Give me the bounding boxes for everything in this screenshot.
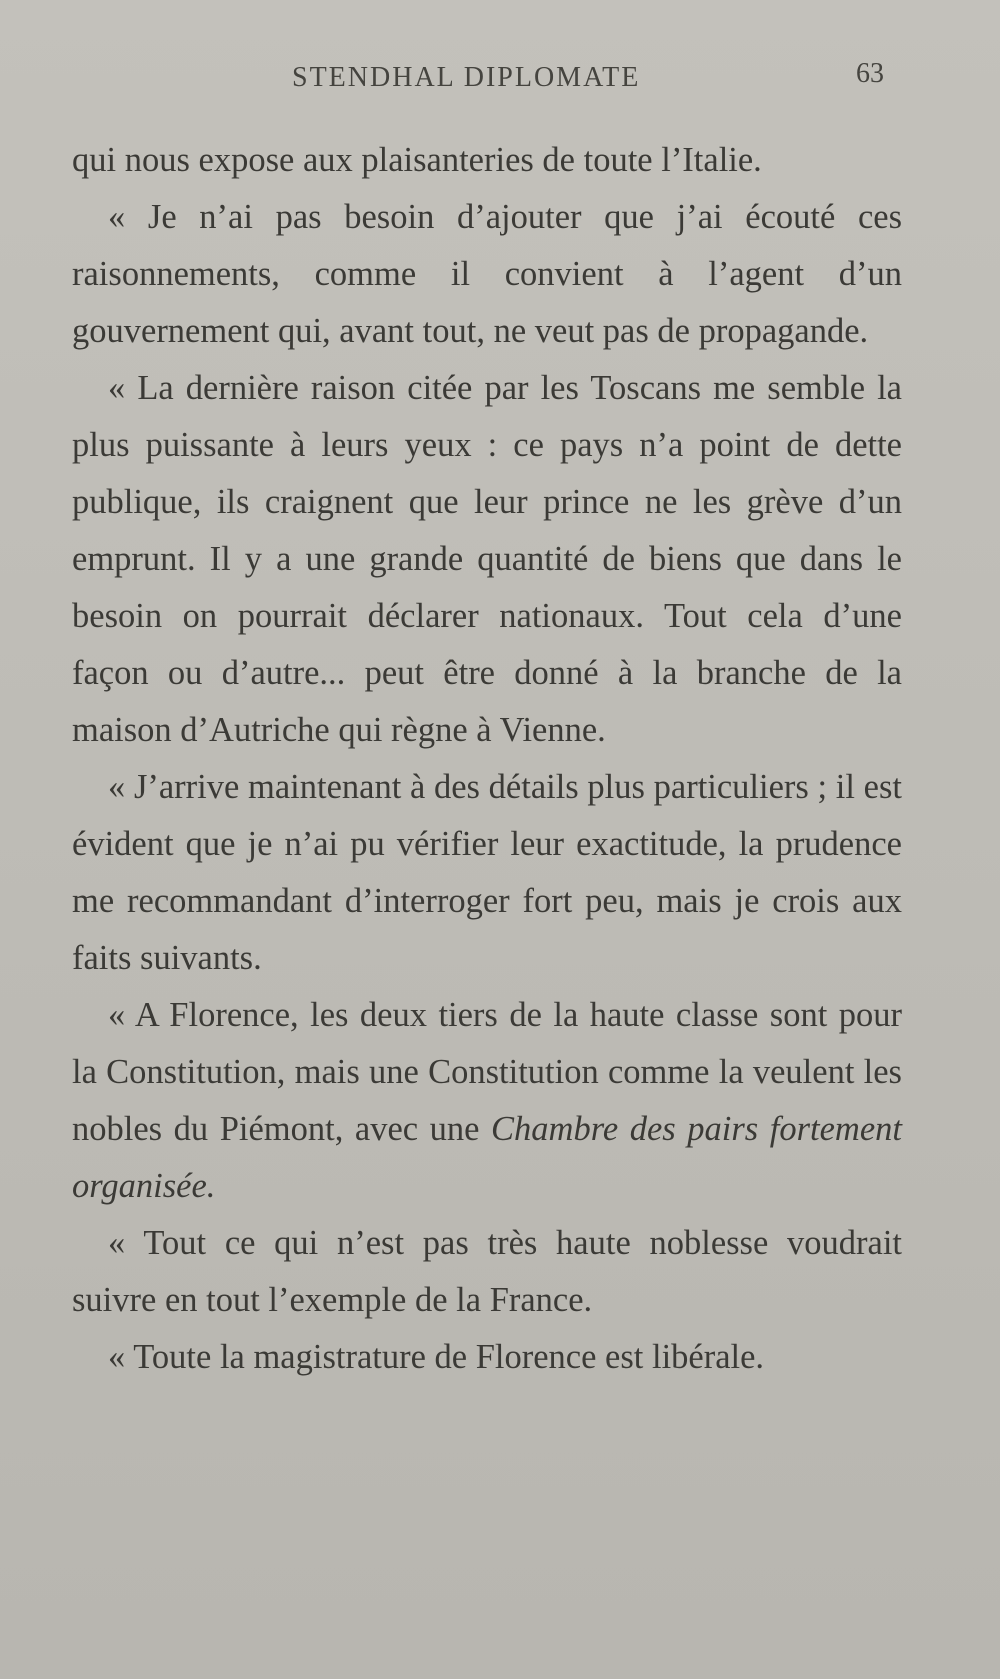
paragraph-text: « Toute la magistrature de Florence est libérale. (108, 1338, 765, 1376)
paragraph-text: « Je n’ai pas besoin d’ajouter que j’ai écouté ces raisonnements, comme il convient à l’agent d’un gouvernement qui, avant tout, ne veut pas de propagande. (72, 198, 902, 350)
paragraph-text: qui nous expose aux plaisanteries de toute l’Italie. (72, 141, 762, 179)
paragraph-italic-text: Chambre des pairs fortement organisée. (72, 1110, 902, 1205)
paragraph (72, 987, 902, 1215)
page-number: 63 (856, 58, 884, 89)
paragraph (72, 360, 902, 759)
body-text (72, 132, 902, 1386)
paragraph (72, 759, 902, 987)
paragraph-text: « Tout ce qui n’est pas très haute noblesse voudrait suivre en tout l’exemple de la France. (72, 1224, 902, 1319)
paragraph-continuation (72, 132, 902, 189)
paragraph-text: « La dernière raison citée par les Toscans me semble la plus puissante à leurs yeux : ce pays n’a point de dette publique, ils craignent que leur prince ne les grève d’un emprunt. Il y a une grande quantité de biens que dans le besoin on pourrait déclarer nationaux. Tout cela d’une façon ou d’autre... peut être donné à la branche de la maison d’Autriche qui règne à Vienne. (72, 369, 902, 749)
running-title: STENDHAL DIPLOMATE (292, 62, 641, 93)
paragraph-text: « A Florence, les deux tiers de la haute classe sont pour la Constitution, mais une Constitution comme la veulent les nobles du Piémont, avec une (72, 996, 902, 1148)
paragraph (72, 1215, 902, 1329)
paragraph (72, 1329, 902, 1386)
paragraph (72, 189, 902, 360)
running-head (0, 58, 1000, 102)
paragraph-text: « J’arrive maintenant à des détails plus particuliers ; il est évident que je n’ai pu vérifier leur exactitude, la prudence me recommandant d’interroger fort peu, mais je crois aux faits suivants. (72, 768, 902, 977)
